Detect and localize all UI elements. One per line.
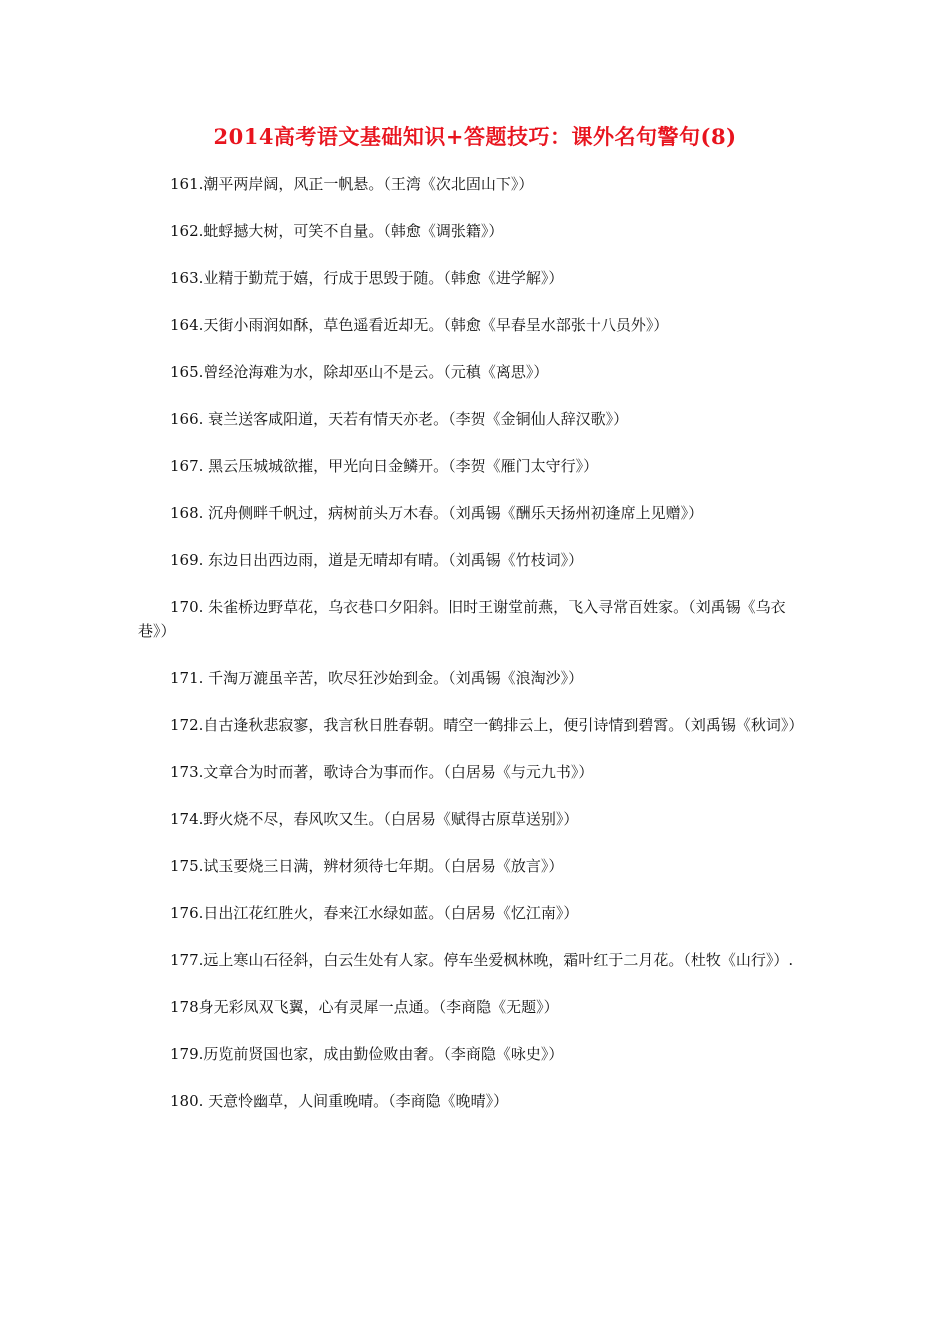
quote-item-162: 162.蚍蜉撼大树，可笑不自量。（韩愈《调张籍》） <box>170 222 504 240</box>
quote-item-161: 161.潮平两岸阔，风正一帆悬。（王湾《次北固山下》） <box>170 175 534 193</box>
quote-item-174: 174.野火烧不尽，春风吹又生。（白居易《赋得古原草送别》） <box>170 810 579 828</box>
quote-item-178: 178身无彩凤双飞翼，心有灵犀一点通。（李商隐《无题》） <box>170 998 559 1016</box>
quote-item-177: 177.远上寒山石径斜，白云生处有人家。停车坐爱枫林晚，霜叶红于二月花。（杜牧《山行》）. <box>170 951 794 969</box>
quote-item-167: 167. 黑云压城城欲摧，甲光向日金鳞开。（李贺《雁门太守行》） <box>170 457 599 475</box>
quote-item-169: 169. 东边日出西边雨，道是无晴却有晴。（刘禹锡《竹枝词》） <box>170 551 584 569</box>
document-title: 2014高考语文基础知识+答题技巧：课外名句警句(8) <box>213 124 737 149</box>
quote-item-175: 175.试玉要烧三日满，辨材须待七年期。（白居易《放言》） <box>170 857 564 875</box>
quote-item-180: 180. 天意怜幽草，人间重晚晴。（李商隐《晚晴》） <box>170 1092 509 1110</box>
quote-item-168: 168. 沉舟侧畔千帆过，病树前头万木春。（刘禹锡《酬乐天扬州初逢席上见赠》） <box>170 504 704 522</box>
quote-item-164: 164.天街小雨润如酥，草色遥看近却无。（韩愈《早春呈水部张十八员外》） <box>170 316 669 334</box>
quote-item-170: 170. 朱雀桥边野草花，乌衣巷口夕阳斜。旧时王谢堂前燕，飞入寻常百姓家。（刘禹锡《乌衣巷》） <box>138 598 786 640</box>
quote-item-163: 163.业精于勤荒于嬉，行成于思毁于随。（韩愈《进学解》） <box>170 269 564 287</box>
quote-item-173: 173.文章合为时而著，歌诗合为事而作。（白居易《与元九书》） <box>170 763 594 781</box>
quote-item-176: 176.日出江花红胜火，春来江水绿如蓝。（白居易《忆江南》） <box>170 904 579 922</box>
quote-list <box>138 172 812 1136</box>
quote-item-172: 172.自古逢秋悲寂寥，我言秋日胜春朝。晴空一鹤排云上，便引诗情到碧霄。（刘禹锡《秋词》） <box>170 716 804 734</box>
quote-item-166: 166. 衰兰送客咸阳道，天若有情天亦老。（李贺《金铜仙人辞汉歌》） <box>170 410 629 428</box>
quote-item-179: 179.历览前贤国也家，成由勤俭败由奢。（李商隐《咏史》） <box>170 1045 564 1063</box>
quote-item-171: 171. 千淘万漉虽辛苦，吹尽狂沙始到金。（刘禹锡《浪淘沙》） <box>170 669 584 687</box>
quote-item-165: 165.曾经沧海难为水，除却巫山不是云。（元稹《离思》） <box>170 363 549 381</box>
